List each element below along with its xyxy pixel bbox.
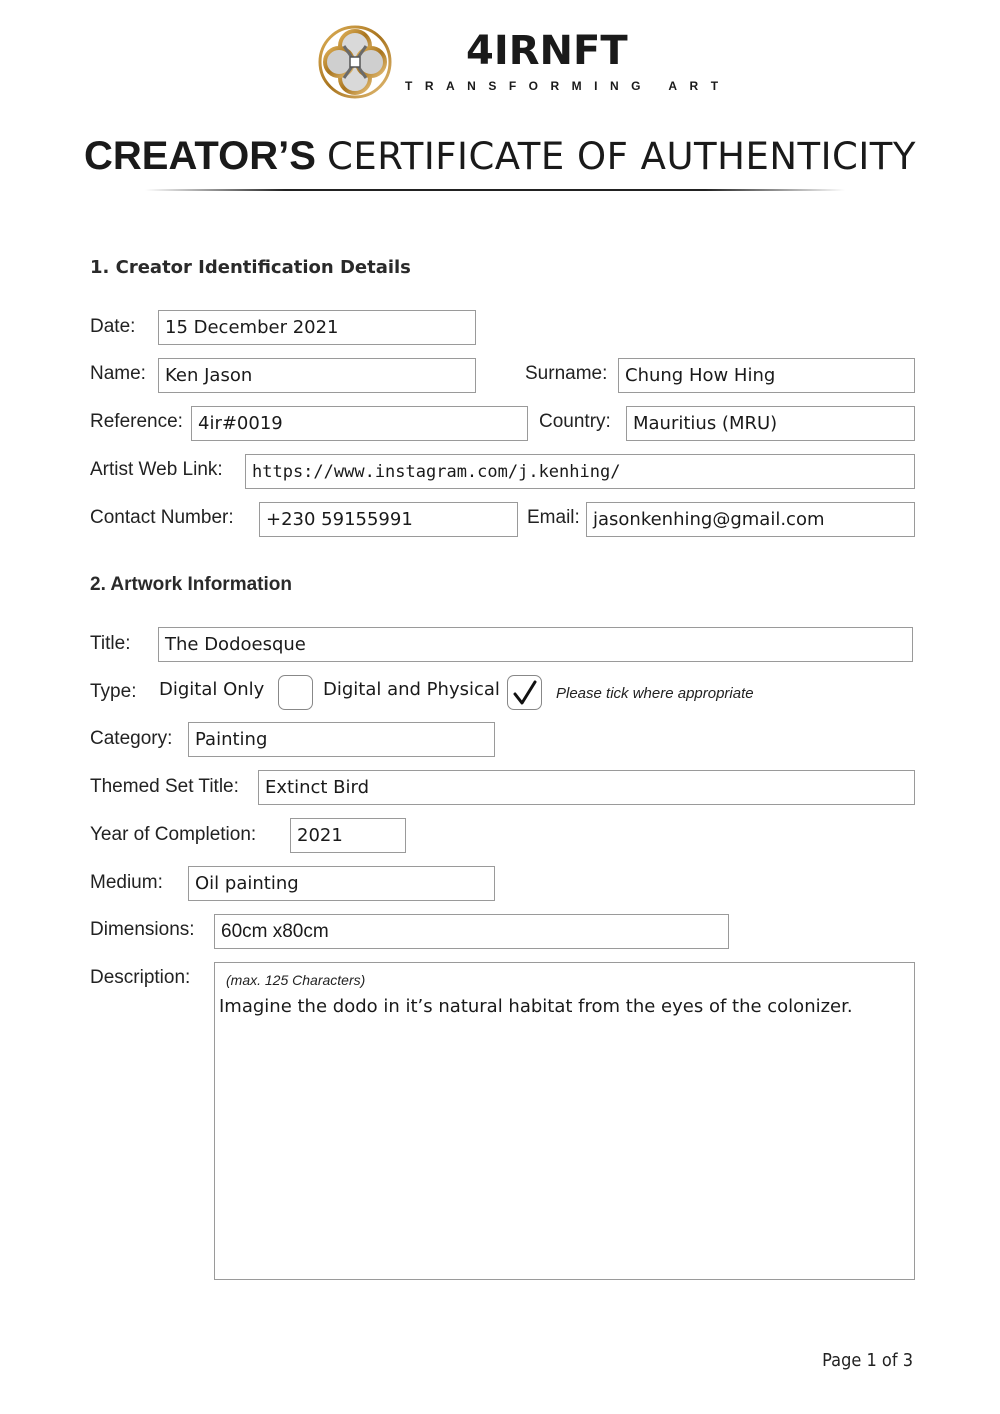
reference-label: Reference: — [90, 411, 183, 432]
contact-field[interactable]: +230 59155991 — [259, 502, 518, 537]
date-field[interactable]: 15 December 2021 — [158, 310, 476, 345]
themed-set-label: Themed Set Title: — [90, 776, 239, 797]
email-label: Email: — [527, 507, 580, 528]
description-text: Imagine the dodo in it’s natural habitat from the eyes of the colonizer. — [219, 996, 853, 1017]
digital-and-physical-checkbox[interactable] — [507, 675, 542, 710]
date-label: Date: — [90, 316, 136, 337]
page-title-bold: CREATOR’S — [84, 134, 316, 178]
themed-set-field[interactable]: Extinct Bird — [258, 770, 915, 805]
dimensions-label: Dimensions: — [90, 919, 195, 940]
type-option-both-label: Digital and Physical — [323, 679, 500, 700]
weblink-field[interactable]: https://www.instagram.com/j.kenhing/ — [245, 454, 915, 489]
contact-label: Contact Number: — [90, 507, 234, 528]
section-heading-artwork: 2. Artwork Information — [90, 574, 292, 595]
name-field[interactable]: Ken Jason — [158, 358, 476, 393]
country-label: Country: — [539, 411, 611, 432]
section-heading-creator: 1. Creator Identification Details — [90, 257, 411, 278]
surname-label: Surname: — [525, 363, 608, 384]
name-label: Name: — [90, 363, 146, 384]
weblink-label: Artist Web Link: — [90, 459, 223, 480]
year-field[interactable]: 2021 — [290, 818, 406, 853]
page-title-rest: CERTIFICATE OF AUTHENTICITY — [327, 135, 916, 178]
email-field[interactable]: jasonkenhing@gmail.com — [586, 502, 915, 537]
type-hint: Please tick where appropriate — [556, 685, 754, 702]
medium-label: Medium: — [90, 872, 163, 893]
brand-name: 4IRNFT — [466, 28, 628, 74]
category-field[interactable]: Painting — [188, 722, 495, 757]
checkmark-icon — [509, 677, 541, 709]
surname-field[interactable]: Chung How Hing — [618, 358, 915, 393]
knot-logo-icon — [316, 24, 394, 100]
year-label: Year of Completion: — [90, 824, 257, 845]
country-field[interactable]: Mauritius (MRU) — [626, 406, 915, 441]
type-option-digital-label: Digital Only — [159, 679, 265, 700]
title-label: Title: — [90, 633, 131, 654]
description-field[interactable] — [214, 962, 915, 1280]
digital-only-checkbox[interactable] — [278, 675, 313, 710]
medium-field[interactable]: Oil painting — [188, 866, 495, 901]
description-label: Description: — [90, 967, 191, 988]
page-title — [0, 132, 1000, 181]
title-field[interactable]: The Dodoesque — [158, 627, 913, 662]
category-label: Category: — [90, 728, 173, 749]
dimensions-field[interactable]: 60cm x80cm — [214, 914, 729, 949]
brand-logo — [316, 24, 394, 100]
brand-tagline: TRANSFORMING ART — [405, 79, 731, 93]
page-number: Page 1 of 3 — [822, 1350, 913, 1371]
type-label: Type: — [90, 681, 137, 702]
reference-field[interactable]: 4ir#0019 — [191, 406, 528, 441]
description-hint: (max. 125 Characters) — [226, 972, 366, 988]
title-divider — [145, 189, 845, 191]
